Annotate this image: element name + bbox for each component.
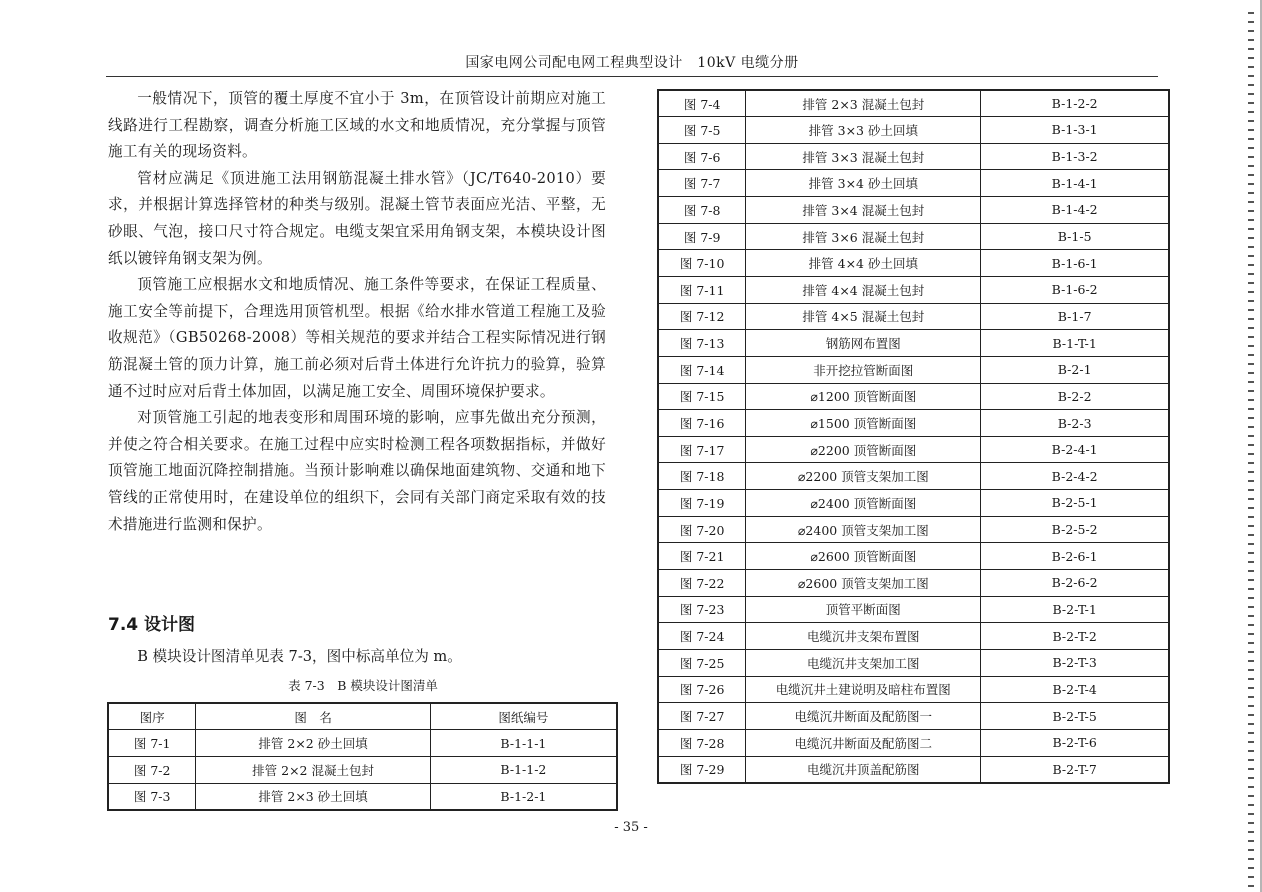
- cell-figure-name: 电缆沉井土建说明及暗柱布置图: [746, 676, 981, 703]
- cell-drawing-code: B-1-6-2: [981, 276, 1169, 303]
- cell-figure-no: 图 7-16: [658, 410, 746, 437]
- cell-drawing-code: B-1-5: [981, 223, 1169, 250]
- table-row: [658, 570, 1169, 597]
- cell-figure-name: 电缆沉井断面及配筋图一: [746, 703, 981, 730]
- header-cell-figure-no: 图序: [108, 703, 196, 730]
- table-row: [658, 649, 1169, 676]
- cell-figure-no: 图 7-14: [658, 356, 746, 383]
- table-row: [658, 436, 1169, 463]
- cell-figure-no: 图 7-7: [658, 170, 746, 197]
- cell-figure-no: 图 7-10: [658, 250, 746, 277]
- cell-figure-no: 图 7-1: [108, 730, 196, 757]
- cell-figure-name: 排管 3×4 混凝土包封: [746, 197, 981, 224]
- section-heading: 7.4 设计图: [108, 615, 196, 635]
- cell-figure-name: 电缆沉井断面及配筋图二: [746, 729, 981, 756]
- cell-figure-name: 排管 3×6 混凝土包封: [746, 223, 981, 250]
- paragraph: 顶管施工应根据水文和地质情况、施工条件等要求，在保证工程质量、施工安全等前提下，合理选用顶管机型。根据《给水排水管道工程施工及验收规范》（GB50268-2008）等相关规范的要求并结合工程实际情况进行钢筋混凝土管的顶力计算，施工前必须对后背土体进行允许抗力的验算，验算通不过时应对后背土体加固，以满足施工安全、周围环境保护要求。: [108, 276, 606, 400]
- cell-figure-name: 钢筋网布置图: [746, 330, 981, 357]
- table-row: [658, 170, 1169, 197]
- page-number: - 35 -: [614, 820, 648, 835]
- cell-drawing-code: B-1-3-1: [981, 117, 1169, 144]
- table-row: [658, 303, 1169, 330]
- cell-figure-name: 排管 4×5 混凝土包封: [746, 303, 981, 330]
- cell-drawing-code: B-2-5-2: [981, 516, 1169, 543]
- cell-figure-name: ⌀2200 顶管断面图: [746, 436, 981, 463]
- cell-drawing-code: B-2-T-6: [981, 729, 1169, 756]
- table-row: [658, 756, 1169, 783]
- drawing-list-table-part2: [657, 89, 1170, 784]
- cell-figure-name: 电缆沉井支架加工图: [746, 649, 981, 676]
- table-row: [658, 143, 1169, 170]
- cell-figure-no: 图 7-28: [658, 729, 746, 756]
- table-header-row: [108, 703, 617, 730]
- table-caption: 表 7-3 B 模块设计图清单: [288, 678, 438, 693]
- table-row: [658, 676, 1169, 703]
- cell-figure-no: 图 7-9: [658, 223, 746, 250]
- cell-figure-name: 排管 3×3 砂土回填: [746, 117, 981, 144]
- cell-figure-no: 图 7-20: [658, 516, 746, 543]
- table-row: [658, 703, 1169, 730]
- cell-figure-name: 排管 2×2 混凝土包封: [196, 756, 430, 783]
- cell-figure-name: ⌀2400 顶管支架加工图: [746, 516, 981, 543]
- table-row: [108, 756, 617, 783]
- cell-figure-no: 图 7-23: [658, 596, 746, 623]
- cell-drawing-code: B-1-1-1: [430, 730, 617, 757]
- table-row: [658, 276, 1169, 303]
- cell-figure-name: ⌀2600 顶管支架加工图: [746, 570, 981, 597]
- cell-figure-name: 排管 4×4 砂土回填: [746, 250, 981, 277]
- cell-drawing-code: B-2-1: [981, 356, 1169, 383]
- header-cell-figure-name: 图 名: [196, 703, 430, 730]
- table-row: [658, 623, 1169, 650]
- cell-figure-no: 图 7-3: [108, 783, 196, 810]
- cell-drawing-code: B-1-3-2: [981, 143, 1169, 170]
- table-row: [658, 250, 1169, 277]
- cell-drawing-code: B-1-4-2: [981, 197, 1169, 224]
- cell-drawing-code: B-1-T-1: [981, 330, 1169, 357]
- cell-figure-no: 图 7-25: [658, 649, 746, 676]
- table-row: [108, 783, 617, 810]
- cell-figure-name: ⌀1200 顶管断面图: [746, 383, 981, 410]
- cell-drawing-code: B-2-T-7: [981, 756, 1169, 783]
- cell-figure-no: 图 7-17: [658, 436, 746, 463]
- table-row: [658, 356, 1169, 383]
- cell-figure-no: 图 7-26: [658, 676, 746, 703]
- cell-figure-name: 排管 2×3 混凝土包封: [746, 90, 981, 117]
- body-text: [108, 86, 606, 538]
- cell-figure-no: 图 7-22: [658, 570, 746, 597]
- running-header: 国家电网公司配电网工程典型设计 10kV 电缆分册: [465, 55, 799, 71]
- cell-figure-no: 图 7-29: [658, 756, 746, 783]
- cell-drawing-code: B-2-T-3: [981, 649, 1169, 676]
- cell-drawing-code: B-2-T-5: [981, 703, 1169, 730]
- table-row: [658, 90, 1169, 117]
- cell-figure-name: ⌀1500 顶管断面图: [746, 410, 981, 437]
- cell-figure-name: ⌀2200 顶管支架加工图: [746, 463, 981, 490]
- drawing-list-table-part1: [107, 702, 618, 811]
- cell-figure-name: 非开挖拉管断面图: [746, 356, 981, 383]
- cell-drawing-code: B-2-T-2: [981, 623, 1169, 650]
- cell-figure-no: 图 7-8: [658, 197, 746, 224]
- table-row: [658, 410, 1169, 437]
- cell-drawing-code: B-2-4-2: [981, 463, 1169, 490]
- cell-figure-name: 排管 4×4 混凝土包封: [746, 276, 981, 303]
- table-row: [658, 330, 1169, 357]
- table-row: [658, 729, 1169, 756]
- cell-drawing-code: B-1-2-1: [430, 783, 617, 810]
- cell-drawing-code: B-1-2-2: [981, 90, 1169, 117]
- table-row: [658, 383, 1169, 410]
- cell-drawing-code: B-1-1-2: [430, 756, 617, 783]
- cell-figure-no: 图 7-12: [658, 303, 746, 330]
- cell-drawing-code: B-2-3: [981, 410, 1169, 437]
- cell-figure-no: 图 7-6: [658, 143, 746, 170]
- cell-drawing-code: B-1-4-1: [981, 170, 1169, 197]
- cell-drawing-code: B-2-T-1: [981, 596, 1169, 623]
- cell-drawing-code: B-1-7: [981, 303, 1169, 330]
- table-row: [658, 197, 1169, 224]
- table-row: [658, 516, 1169, 543]
- table-row: [658, 543, 1169, 570]
- cell-figure-no: 图 7-24: [658, 623, 746, 650]
- cell-drawing-code: B-2-T-4: [981, 676, 1169, 703]
- reference-line: B 模块设计图清单见表 7-3，图中标高单位为 m。: [137, 648, 462, 665]
- cell-drawing-code: B-1-6-1: [981, 250, 1169, 277]
- table-row: [658, 463, 1169, 490]
- cell-figure-no: 图 7-19: [658, 490, 746, 517]
- cell-figure-no: 图 7-2: [108, 756, 196, 783]
- cell-figure-name: ⌀2600 顶管断面图: [746, 543, 981, 570]
- table-row: [658, 117, 1169, 144]
- cell-figure-no: 图 7-5: [658, 117, 746, 144]
- table-row: [108, 730, 617, 757]
- cell-drawing-code: B-2-6-2: [981, 570, 1169, 597]
- cell-drawing-code: B-2-6-1: [981, 543, 1169, 570]
- cell-figure-name: ⌀2400 顶管断面图: [746, 490, 981, 517]
- cell-figure-name: 电缆沉井支架布置图: [746, 623, 981, 650]
- cell-drawing-code: B-2-5-1: [981, 490, 1169, 517]
- cell-figure-name: 顶管平断面图: [746, 596, 981, 623]
- cell-figure-name: 排管 2×2 砂土回填: [196, 730, 430, 757]
- cell-figure-no: 图 7-27: [658, 703, 746, 730]
- header-cell-drawing-code: 图纸编号: [430, 703, 617, 730]
- binding-margin-marks: [1248, 0, 1256, 892]
- table-row: [658, 223, 1169, 250]
- cell-figure-name: 电缆沉井顶盖配筋图: [746, 756, 981, 783]
- cell-figure-no: 图 7-4: [658, 90, 746, 117]
- cell-drawing-code: B-2-2: [981, 383, 1169, 410]
- cell-figure-no: 图 7-15: [658, 383, 746, 410]
- table-row: [658, 490, 1169, 517]
- table-row: [658, 596, 1169, 623]
- paragraph: 管材应满足《顶进施工法用钢筋混凝土排水管》（JC/T640-2010）要求，并根据计算选择管材的种类与级别。混凝土管节表面应光洁、平整，无砂眼、气泡，接口尺寸符合规定。电缆支架宜采用角钢支架，本模块设计图纸以镀锌角钢支架为例。: [108, 169, 606, 267]
- cell-figure-name: 排管 2×3 砂土回填: [196, 783, 430, 810]
- cell-figure-no: 图 7-18: [658, 463, 746, 490]
- cell-figure-name: 排管 3×4 砂土回填: [746, 170, 981, 197]
- paragraph: 一般情况下，顶管的覆土厚度不宜小于 3m，在顶管设计前期应对施工线路进行工程勘察，调查分析施工区域的水文和地质情况，充分掌握与顶管施工有关的现场资料。: [108, 90, 606, 161]
- header-rule: [106, 76, 1158, 77]
- cell-figure-no: 图 7-13: [658, 330, 746, 357]
- cell-figure-no: 图 7-21: [658, 543, 746, 570]
- paragraph: 对顶管施工引起的地表变形和周围环境的影响，应事先做出充分预测，并使之符合相关要求。在施工过程中应实时检测工程各项数据指标，并做好顶管施工地面沉降控制措施。当预计影响难以确保地面建筑物、交通和地下管线的正常使用时，在建设单位的组织下，会同有关部门商定采取有效的技术措施进行监测和保护。: [108, 409, 606, 533]
- cell-figure-no: 图 7-11: [658, 276, 746, 303]
- cell-drawing-code: B-2-4-1: [981, 436, 1169, 463]
- cell-figure-name: 排管 3×3 混凝土包封: [746, 143, 981, 170]
